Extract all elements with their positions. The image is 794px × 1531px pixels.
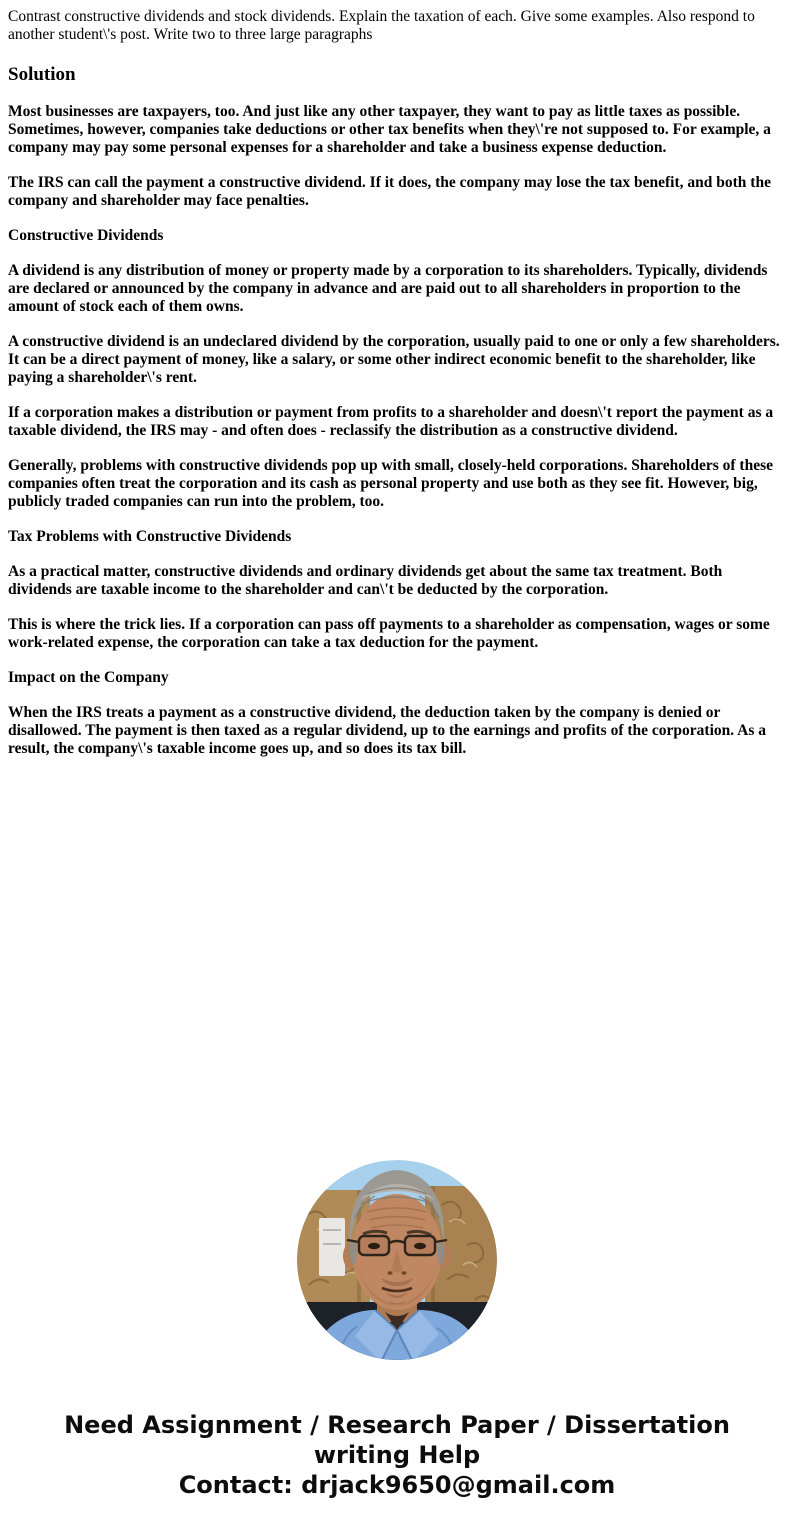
document-body [0, 8, 794, 758]
intro-paragraph: Most businesses are taxpayers, too. And just like any other taxpayer, they want to pay as little taxes as possible. Sometimes, however, companies take deductions or other tax benefits when they\'re not supposed to. For example, a company may pay some personal expenses for a shareholder and take a business expense deduction. [8, 103, 771, 156]
section-heading-tax-problems: Tax Problems with Constructive Dividends [8, 528, 292, 545]
section-paragraph: If a corporation makes a distribution or payment from profits to a shareholder and doesn\'t report the payment as a taxable dividend, the IRS may - and often does - reclassify the distribution as a constructive dividend. [8, 404, 774, 439]
footer-ad [0, 1410, 794, 1500]
section-paragraph: As a practical matter, constructive dividends and ordinary dividends get about the same tax treatment. Both dividends are taxable income to the shareholder and can\'t be deducted by the corporation. [8, 563, 723, 598]
section-paragraph: When the IRS treats a payment as a constructive dividend, the deduction taken by the company is denied or disallowed. The payment is then taxed as a regular dividend, up to the earnings and profits of the corporation. As a result, the company\'s taxable income goes up, and so does its tax bill. [8, 704, 767, 757]
footer-contact-email: Contact: drjack9650@gmail.com [178, 1471, 616, 1499]
section-heading-impact-on-company: Impact on the Company [8, 669, 169, 686]
intro-paragraph: The IRS can call the payment a constructive dividend. If it does, the company may lose the tax benefit, and both the company and shareholder may face penalties. [8, 174, 771, 209]
footer-service-heading: Need Assignment / Research Paper / Dissertation writing Help [64, 1411, 730, 1469]
section-paragraph: A dividend is any distribution of money or property made by a corporation to its shareholders. Typically, dividends are declared or announced by the company in advance and are paid out to all shareholders in proportion to the amount of stock each of them owns. [8, 262, 768, 315]
solution-heading: Solution [8, 64, 76, 85]
section-paragraph: This is where the trick lies. If a corporation can pass off payments to a shareholder as compensation, wages or some work-related expense, the corporation can take a tax deduction for the payment. [8, 616, 770, 651]
section-heading-constructive-dividends: Constructive Dividends [8, 227, 164, 244]
section-paragraph: Generally, problems with constructive dividends pop up with small, closely-held corporations. Shareholders of these companies often treat the corporation and its cash as personal property and use both as they see fit. However, big, publicly traded companies can run into the problem, too. [8, 457, 773, 510]
tutor-portrait-image [297, 1160, 497, 1360]
section-paragraph: A constructive dividend is an undeclared dividend by the corporation, usually paid to one or only a few shareholders. It can be a direct payment of money, like a salary, or some other indirect economic benefit to the shareholder, like paying a shareholder\'s rent. [8, 333, 780, 386]
assignment-question: Contrast constructive dividends and stock dividends. Explain the taxation of each. Give some examples. Also respond to another student\'s post. Write two to three large paragraphs [8, 8, 755, 43]
tutor-photo [297, 1160, 497, 1360]
